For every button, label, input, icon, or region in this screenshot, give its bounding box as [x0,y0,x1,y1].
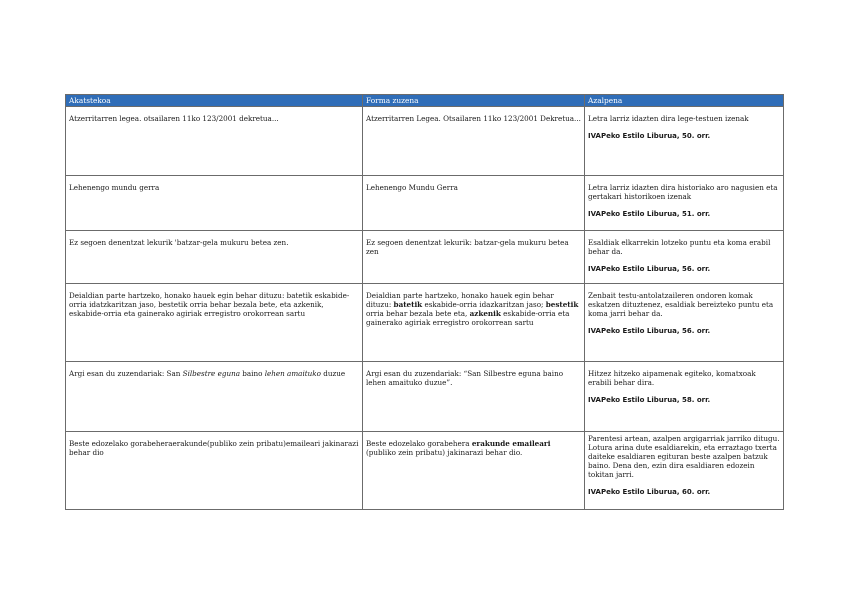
cell-right [363,432,585,510]
table-row [66,362,784,432]
right-text-part: Deialdian parte hartzeko, honako hauek egin behar dituzu: [366,291,554,309]
reference-text: IVAPeko Estilo Liburua, 56. orr. [588,327,711,335]
wrong-text-italic: Silbestre eguna [182,369,240,378]
right-text-part: (publiko zein pribatu) jakinarazi behar dio. [366,448,523,457]
reference-text: IVAPeko Estilo Liburua, 51. orr. [588,210,711,218]
header-wrong: Akatstekoa [66,95,363,107]
right-text-bold: erakunde emaileari [471,439,551,448]
reference-text: IVAPeko Estilo Liburua, 58. orr. [588,396,711,404]
explanation-text: Zenbait testu-antolatzaileren ondoren komak eskatzen dituztenez, esaldiak bereizteko puntu eta koma jarri behar da. [588,291,774,318]
cell-explanation [585,107,784,176]
cell-wrong [66,362,363,432]
reference-text: IVAPeko Estilo Liburua, 56. orr. [588,265,711,273]
table-row [66,231,784,284]
wrong-text-part: duzue [320,369,346,378]
cell-explanation [585,176,784,231]
right-text-part: Beste edozelako gorabehera [366,439,472,448]
explanation-text: Hitzez hitzeko aipamenak egiteko, komatxoak erabili behar dira. [588,369,756,387]
cell-wrong: Ez segoen denentzat lekurik 'batzar-gela mukuru betea zen. [66,231,363,284]
cell-wrong: Beste edozelako gorabeheraerakunde(publiko zein pribatu)emaileari jakinarazi behar dio [66,432,363,510]
cell-explanation [585,231,784,284]
reference-text: IVAPeko Estilo Liburua, 60. orr. [588,488,711,496]
cell-right: Ez segoen denentzat lekurik: batzar-gela mukuru betea zen [363,231,585,284]
reference-text: IVAPeko Estilo Liburua, 50. orr. [588,132,711,140]
right-text-bold: batetik [393,300,423,309]
right-text-part: eskabide-orria eta gainerako agiriak erregistro orokorrean sartu [366,309,570,327]
header-right: Forma zuzena [363,95,585,107]
explanation-text: Letra larriz idazten dira historiako aro nagusien eta gertakari historikoen izenak [588,183,778,201]
right-text-part: orria behar bezala bete eta, [366,309,470,318]
cell-right: Argi esan du zuzendariak: “San Silbestre eguna baino lehen amaituko duzue”. [363,362,585,432]
style-correction-table [65,94,784,510]
explanation-text: Esaldiak elkarrekin lotzeko puntu eta koma erabil behar da. [588,238,771,256]
cell-right: Lehenengo Mundu Gerra [363,176,585,231]
cell-wrong: Deialdian parte hartzeko, honako hauek egin behar dituzu: batetik eskabide-orria idatzkaritzan jaso, bestetik orria behar bezala bete, eta azkenik, eskabide-orria eta gainerako agiriak erregistro orokorrean sartu [66,284,363,362]
table-row [66,176,784,231]
cell-wrong: Atzerritarren legea. otsailaren 11ko 123/2001 dekretua... [66,107,363,176]
table-header-row [66,95,784,107]
cell-explanation [585,362,784,432]
explanation-text: Parentesi artean, azalpen argigarriak jarriko ditugu. Lotura arina dute esaldiarekin, eta erraztago txerta daiteke esaldiaren egituran beste azalpen batzuk baino. Dena den, ezin dira esaldiaren edozein tokitan jarri. [588,434,780,479]
cell-wrong: Lehenengo mundu gerra [66,176,363,231]
wrong-text-part: baino [239,369,265,378]
cell-explanation [585,432,784,510]
cell-right: Atzerritarren Legea. Otsailaren 11ko 123/2001 Dekretua... [363,107,585,176]
table-row [66,107,784,176]
right-text-bold: azkenik [469,309,501,318]
cell-explanation [585,284,784,362]
right-text-bold: bestetik [545,300,579,309]
cell-right [363,284,585,362]
explanation-text: Letra larriz idazten dira lege-testuen izenak [588,114,749,123]
wrong-text-part: Argi esan du zuzendariak: San [69,369,183,378]
table-row [66,432,784,510]
wrong-text-italic: lehen amaituko [264,369,321,378]
table-row [66,284,784,362]
header-explanation: Azalpena [585,95,784,107]
right-text-part: eskabide-orria idazkaritzan jaso; [422,300,546,309]
